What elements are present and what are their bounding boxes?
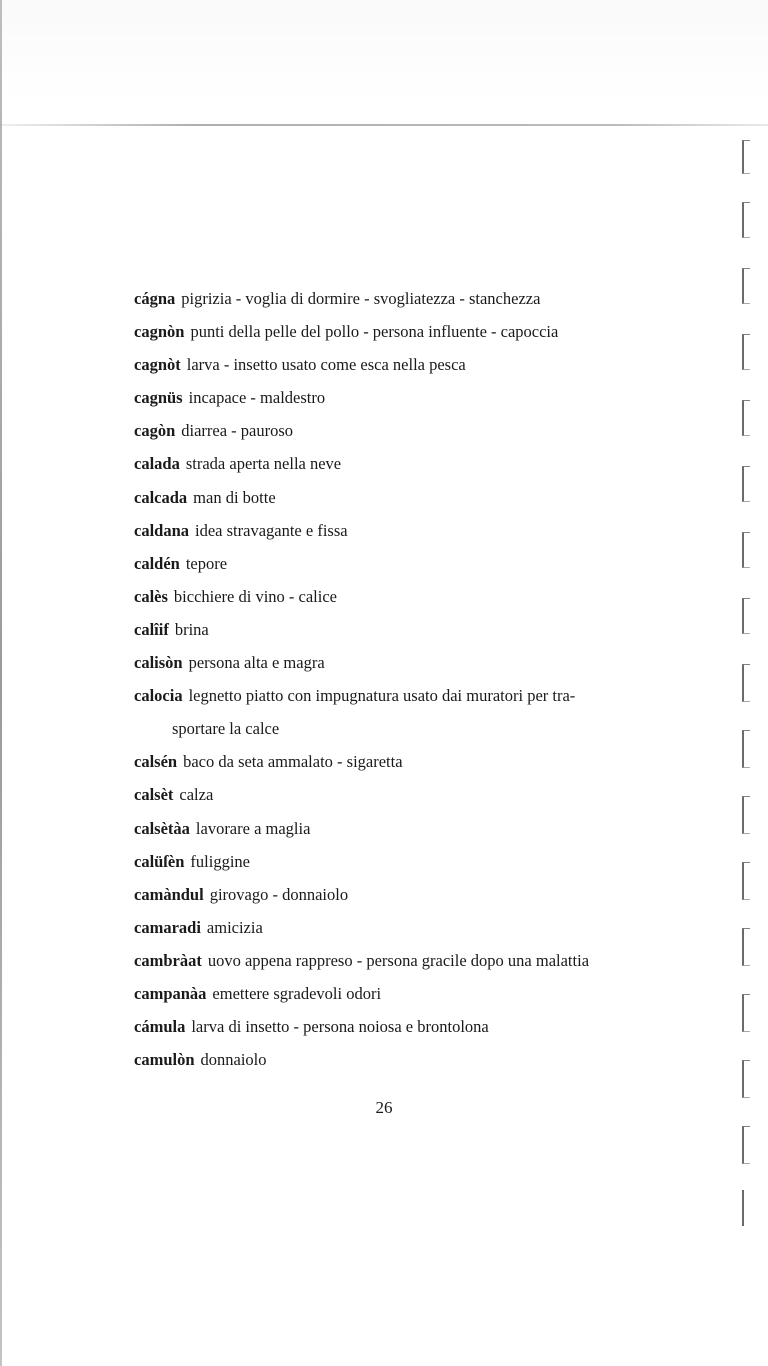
entry-definition: lavorare a maglia bbox=[195, 818, 311, 838]
margin-mark bbox=[742, 598, 750, 634]
entry-definition: strada aperta nella neve bbox=[185, 454, 342, 474]
dictionary-entry bbox=[134, 845, 679, 878]
dictionary-entry bbox=[134, 977, 679, 1010]
entry-term: caldana bbox=[134, 520, 190, 540]
entry-term: calès bbox=[134, 586, 168, 606]
dictionary-entry bbox=[134, 646, 679, 679]
entry-term: calsèt bbox=[134, 785, 174, 805]
margin-mark bbox=[742, 532, 750, 568]
dictionary-entry bbox=[134, 447, 679, 480]
entry-definition: legnetto piatto con impugnatura usato dai muratori per tra- bbox=[188, 686, 576, 706]
entry-term: cagnòn bbox=[134, 322, 185, 342]
entry-term: cagnüs bbox=[134, 388, 183, 408]
entry-definition: brina bbox=[174, 619, 209, 639]
dictionary-entry bbox=[134, 514, 679, 547]
entry-term: cambràat bbox=[134, 950, 202, 970]
scan-bleed-through bbox=[0, 0, 768, 100]
entry-term: cagòn bbox=[134, 421, 176, 441]
entry-definition: girovago - donnaiolo bbox=[209, 884, 349, 904]
margin-mark bbox=[742, 1190, 750, 1226]
entry-term: calüſèn bbox=[134, 851, 185, 871]
dictionary-entry bbox=[134, 282, 679, 315]
entry-term: caldén bbox=[134, 553, 180, 573]
margin-mark bbox=[742, 202, 750, 238]
entry-definition: pigrizia - voglia di dormire - svogliatezza - stanchezza bbox=[181, 289, 541, 308]
margin-mark bbox=[742, 730, 750, 768]
margin-mark bbox=[742, 862, 750, 900]
entry-term: calisòn bbox=[134, 653, 183, 673]
dictionary-entry bbox=[134, 414, 679, 447]
entry-term: calocia bbox=[134, 686, 183, 706]
dictionary-entry bbox=[134, 580, 679, 613]
margin-mark bbox=[742, 664, 750, 702]
entry-definition: emettere sgradevoli odori bbox=[212, 983, 382, 1003]
margin-mark bbox=[742, 928, 750, 966]
dictionary-entry bbox=[134, 944, 679, 977]
dictionary-entry bbox=[134, 878, 679, 911]
entry-definition: fuliggine bbox=[190, 851, 250, 871]
dictionary-entry bbox=[134, 381, 679, 414]
dictionary-entry bbox=[134, 812, 679, 845]
scan-right-margin-marks bbox=[730, 130, 768, 1230]
entry-definition: bicchiere di vino - calice bbox=[173, 586, 337, 606]
entry-term: cagnòt bbox=[134, 355, 181, 375]
entry-definition: amicizia bbox=[206, 917, 263, 937]
header-rule bbox=[0, 124, 768, 126]
entry-definition: baco da seta ammalato - sigaretta bbox=[183, 752, 403, 772]
entry-definition: uovo appena rappreso - persona gracile dopo una malattia bbox=[207, 950, 590, 970]
dictionary-entries bbox=[134, 282, 679, 1076]
entry-definition: diarrea - pauroso bbox=[181, 421, 294, 441]
entry-term: camulòn bbox=[134, 1050, 195, 1070]
margin-mark bbox=[742, 466, 750, 502]
entry-definition: persona alta e magra bbox=[188, 653, 325, 673]
entry-term: cágna bbox=[134, 289, 176, 308]
dictionary-entry bbox=[134, 679, 679, 745]
entry-definition: punti della pelle del pollo - persona influente - capoccia bbox=[190, 322, 559, 342]
margin-mark bbox=[742, 1060, 750, 1098]
dictionary-entry bbox=[134, 481, 679, 514]
entry-definition: donnaiolo bbox=[200, 1050, 267, 1070]
margin-mark bbox=[742, 140, 750, 174]
entry-term: camaradi bbox=[134, 917, 201, 937]
dictionary-entry bbox=[134, 547, 679, 580]
entry-definition: man di botte bbox=[193, 487, 276, 507]
entry-term: campanàa bbox=[134, 983, 207, 1003]
dictionary-entry bbox=[134, 315, 679, 348]
entry-term: calada bbox=[134, 454, 180, 474]
entry-term: calcada bbox=[134, 487, 188, 507]
margin-mark bbox=[742, 268, 750, 304]
dictionary-entry bbox=[134, 745, 679, 778]
page-number: 26 bbox=[375, 1098, 393, 1117]
dictionary-entry bbox=[134, 1010, 679, 1043]
dictionary-entry bbox=[134, 911, 679, 944]
entry-definition: tepore bbox=[185, 553, 228, 573]
margin-mark bbox=[742, 400, 750, 436]
entry-definition-continuation: sportare la calce bbox=[172, 719, 280, 739]
margin-mark bbox=[742, 334, 750, 370]
entry-definition: incapace - maldestro bbox=[188, 388, 326, 408]
entry-definition: larva - insetto usato come esca nella pesca bbox=[186, 355, 466, 375]
entry-term: calîif bbox=[134, 619, 169, 639]
dictionary-entry bbox=[134, 348, 679, 381]
entry-definition: calza bbox=[179, 785, 214, 805]
entry-term: calsén bbox=[134, 752, 178, 772]
entry-term: calsètàa bbox=[134, 818, 190, 838]
margin-mark bbox=[742, 796, 750, 834]
margin-mark bbox=[742, 1126, 750, 1164]
entry-definition: idea stravagante e fissa bbox=[195, 520, 348, 540]
scan-left-edge bbox=[0, 0, 2, 1366]
dictionary-entry bbox=[134, 778, 679, 811]
entry-term: camàndul bbox=[134, 884, 204, 904]
dictionary-entry bbox=[134, 1043, 679, 1076]
entry-definition: larva di insetto - persona noiosa e brontolona bbox=[191, 1017, 489, 1037]
dictionary-entry bbox=[134, 613, 679, 646]
entry-term: cámula bbox=[134, 1017, 186, 1037]
margin-mark bbox=[742, 994, 750, 1032]
